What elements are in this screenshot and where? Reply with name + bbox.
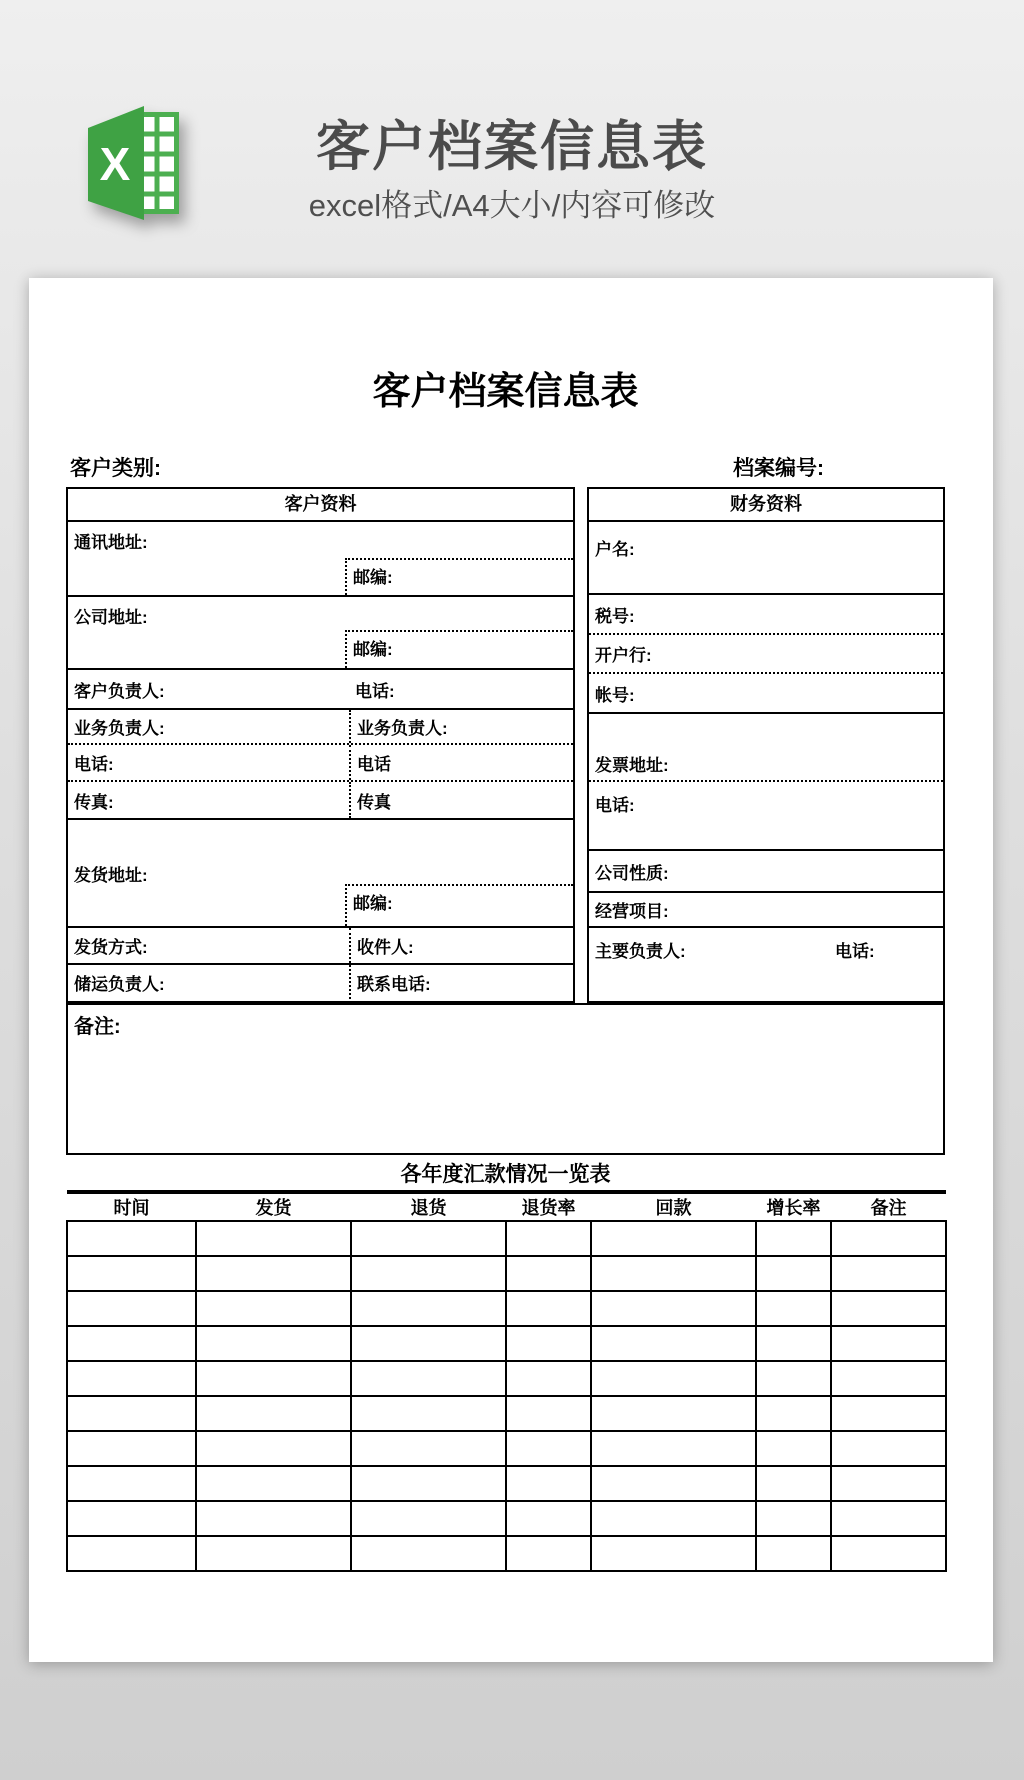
grid-cell[interactable] (67, 1326, 196, 1361)
postal-label: 邮编: (353, 894, 393, 913)
grid-cell[interactable] (67, 1466, 196, 1501)
field-invoice-block (589, 714, 943, 851)
grid-cell[interactable] (196, 1256, 351, 1291)
grid-cell[interactable] (196, 1291, 351, 1326)
grid-cell[interactable] (351, 1221, 506, 1256)
fax-left-label: 传真: (74, 792, 114, 812)
postal-box-company[interactable] (345, 630, 573, 668)
grid-row (67, 1291, 946, 1326)
business-items-label: 经营项目: (595, 902, 669, 921)
grid-cell[interactable] (831, 1221, 946, 1256)
grid-cell[interactable] (506, 1221, 591, 1256)
company-address-label: 公司地址: (74, 608, 148, 627)
account-name-label: 户名: (595, 540, 635, 559)
grid-row (67, 1466, 946, 1501)
customer-panel-header: 客户资料 (68, 489, 573, 522)
document-page (29, 278, 993, 1662)
banner-title: 客户档案信息表 (316, 117, 708, 177)
grid-cell[interactable] (351, 1501, 506, 1536)
grid-row (67, 1396, 946, 1431)
principal-label: 主要负责人: (595, 942, 686, 961)
grid-cell[interactable] (67, 1396, 196, 1431)
grid-header-cell: 增长率 (756, 1192, 831, 1221)
contact-phone-label: 联系电话: (349, 965, 573, 999)
receiver-label: 收件人: (349, 928, 573, 963)
grid-cell[interactable] (67, 1221, 196, 1256)
field-comm-address[interactable] (68, 522, 573, 597)
field-account-name[interactable] (589, 522, 943, 595)
grid-cell[interactable] (196, 1326, 351, 1361)
grid-cell[interactable] (756, 1256, 831, 1291)
field-invoice-address[interactable] (589, 714, 943, 782)
grid-cell[interactable] (351, 1256, 506, 1291)
field-fax[interactable] (68, 782, 573, 820)
grid-cell[interactable] (506, 1536, 591, 1571)
grid-cell[interactable] (591, 1291, 756, 1326)
field-account-no[interactable] (589, 674, 943, 714)
grid-cell[interactable] (196, 1221, 351, 1256)
grid-row (67, 1326, 946, 1361)
grid-cell[interactable] (831, 1466, 946, 1501)
grid-cell[interactable] (67, 1291, 196, 1326)
field-bank[interactable] (589, 635, 943, 674)
summary-header-row (67, 1192, 946, 1221)
field-storage-manager[interactable] (68, 965, 573, 999)
postal-label: 邮编: (353, 640, 393, 659)
invoice-phone-label: 电话: (595, 796, 635, 815)
grid-header-cell: 发货 (196, 1192, 351, 1221)
invoice-address-label: 发票地址: (595, 756, 669, 775)
field-phone[interactable] (68, 745, 573, 782)
bank-label: 开户行: (595, 646, 652, 665)
field-remarks[interactable] (66, 1003, 945, 1155)
summary-table-title: 各年度汇款情况一览表 (400, 1163, 611, 1186)
grid-cell[interactable] (831, 1431, 946, 1466)
banner (0, 0, 1024, 278)
grid-cell[interactable] (591, 1221, 756, 1256)
grid-cell[interactable] (506, 1466, 591, 1501)
customer-manager-label: 客户负责人: (74, 681, 165, 701)
grid-cell[interactable] (591, 1361, 756, 1396)
grid-cell[interactable] (506, 1256, 591, 1291)
grid-cell[interactable] (196, 1396, 351, 1431)
grid-cell[interactable] (196, 1361, 351, 1396)
grid-cell[interactable] (67, 1431, 196, 1466)
finance-panel-header: 财务资料 (589, 489, 943, 522)
storage-manager-label: 储运负责人: (74, 974, 165, 994)
customer-manager-phone-label: 电话: (355, 681, 395, 701)
field-customer-manager[interactable] (68, 670, 573, 710)
grid-cell[interactable] (756, 1221, 831, 1256)
grid-cell[interactable] (591, 1396, 756, 1431)
grid-row (67, 1361, 946, 1396)
fax-right-label: 传真 (349, 782, 573, 818)
banner-subtitle: excel格式/A4大小/内容可修改 (308, 188, 716, 223)
grid-cell[interactable] (831, 1501, 946, 1536)
grid-row (67, 1221, 946, 1256)
grid-cell[interactable] (831, 1361, 946, 1396)
grid-cell[interactable] (756, 1536, 831, 1571)
grid-cell[interactable] (756, 1326, 831, 1361)
field-business-items[interactable] (589, 893, 943, 928)
phone-left-label: 电话: (74, 755, 114, 774)
grid-cell[interactable] (591, 1501, 756, 1536)
grid-cell[interactable] (756, 1431, 831, 1466)
grid-cell[interactable] (351, 1431, 506, 1466)
postal-box-ship[interactable] (345, 884, 573, 926)
customer-category-label: 客户类别: (70, 457, 161, 480)
grid-cell[interactable] (351, 1291, 506, 1326)
grid-cell[interactable] (831, 1326, 946, 1361)
grid-header-cell: 备注 (831, 1192, 946, 1221)
grid-cell[interactable] (351, 1466, 506, 1501)
grid-cell[interactable] (831, 1536, 946, 1571)
grid-row (67, 1256, 946, 1291)
grid-header-cell: 退货率 (506, 1192, 591, 1221)
grid-cell[interactable] (591, 1536, 756, 1571)
grid-header-cell: 回款 (591, 1192, 756, 1221)
grid-cell[interactable] (196, 1501, 351, 1536)
field-ship-method[interactable] (68, 928, 573, 965)
ship-address-label: 发货地址: (74, 865, 148, 885)
tax-no-label: 税号: (595, 606, 635, 626)
grid-cell[interactable] (506, 1291, 591, 1326)
grid-cell[interactable] (756, 1361, 831, 1396)
summary-table (66, 1190, 947, 1572)
grid-cell[interactable] (756, 1396, 831, 1431)
grid-cell[interactable] (196, 1466, 351, 1501)
grid-header-cell: 退货 (351, 1192, 506, 1221)
grid-cell[interactable] (506, 1431, 591, 1466)
biz-manager-left-label: 业务负责人: (74, 719, 165, 738)
field-company-address[interactable] (68, 597, 573, 670)
field-ship-address[interactable] (68, 820, 573, 928)
grid-cell[interactable] (351, 1361, 506, 1396)
grid-cell[interactable] (756, 1501, 831, 1536)
ship-method-label: 发货方式: (74, 938, 148, 957)
field-company-nature[interactable] (589, 851, 943, 893)
remarks-label: 备注: (74, 1016, 121, 1038)
excel-x-letter: X (99, 138, 131, 190)
customer-info-panel (66, 487, 575, 1003)
company-nature-label: 公司性质: (595, 863, 669, 883)
biz-manager-right-label: 业务负责人: (349, 710, 573, 743)
postal-label: 邮编: (353, 568, 393, 587)
grid-cell[interactable] (351, 1396, 506, 1431)
grid-cell[interactable] (67, 1536, 196, 1571)
grid-cell[interactable] (196, 1431, 351, 1466)
grid-cell[interactable] (196, 1536, 351, 1571)
postal-box-comm[interactable] (345, 558, 573, 595)
grid-row (67, 1501, 946, 1536)
customer-form-table (66, 487, 945, 1155)
finance-info-panel (587, 487, 945, 1003)
grid-cell[interactable] (351, 1536, 506, 1571)
grid-cell[interactable] (506, 1396, 591, 1431)
grid-cell[interactable] (351, 1326, 506, 1361)
doc-title: 客户档案信息表 (372, 371, 639, 413)
grid-cell[interactable] (506, 1326, 591, 1361)
grid-cell[interactable] (831, 1256, 946, 1291)
grid-cell[interactable] (591, 1256, 756, 1291)
grid-row (67, 1536, 946, 1571)
grid-cell[interactable] (591, 1431, 756, 1466)
principal-phone-label: 电话: (835, 942, 875, 961)
grid-cell[interactable] (591, 1326, 756, 1361)
field-tax-no[interactable] (589, 595, 943, 635)
grid-cell[interactable] (67, 1501, 196, 1536)
grid-cell[interactable] (756, 1291, 831, 1326)
grid-cell[interactable] (756, 1466, 831, 1501)
field-principal[interactable] (589, 928, 943, 997)
account-no-label: 帐号: (595, 685, 635, 705)
field-invoice-phone[interactable] (589, 782, 943, 849)
phone-right-label: 电话 (349, 745, 573, 780)
grid-cell[interactable] (831, 1396, 946, 1431)
grid-cell[interactable] (506, 1361, 591, 1396)
grid-cell[interactable] (831, 1291, 946, 1326)
comm-address-label: 通讯地址: (74, 533, 148, 552)
grid-cell[interactable] (591, 1466, 756, 1501)
field-biz-manager[interactable] (68, 710, 573, 745)
grid-header-cell: 时间 (67, 1192, 196, 1221)
archive-number-label: 档案编号: (733, 457, 824, 480)
grid-row (67, 1431, 946, 1466)
grid-cell[interactable] (506, 1501, 591, 1536)
grid-cell[interactable] (67, 1361, 196, 1396)
grid-cell[interactable] (67, 1256, 196, 1291)
